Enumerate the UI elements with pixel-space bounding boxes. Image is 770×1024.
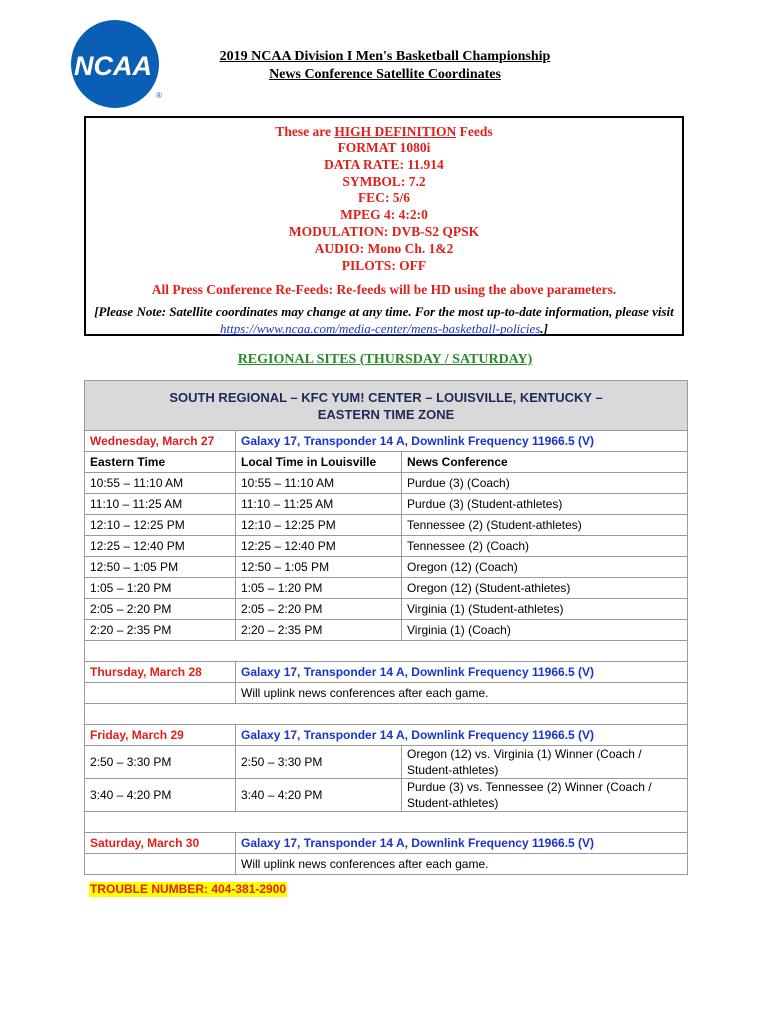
title-line-1: 2019 NCAA Division I Men's Basketball Championship (219, 49, 551, 64)
spec-modulation: MODULATION: DVB-S2 QPSK (288, 223, 480, 239)
spacer-row (85, 704, 688, 725)
policies-link[interactable]: https://www.ncaa.com/media-center/mens-basketball-policies (220, 321, 541, 337)
logo-text: NCAA (74, 51, 152, 81)
col-local-time: Local Time in Louisville (236, 452, 402, 473)
spec-format: FORMAT 1080i (337, 140, 431, 155)
spacer-row (85, 641, 688, 662)
table-row: 3:40 – 4:20 PM 3:40 – 4:20 PM Purdue (3) vs. Tennessee (2) Winner (Coach / Student-athletes) (85, 779, 688, 812)
region-title: SOUTH REGIONAL – KFC YUM! CENTER – LOUISVILLE, KENTUCKY – EASTERN TIME ZONE (85, 381, 688, 431)
col-eastern-time: Eastern Time (85, 452, 236, 473)
satellite-info: Galaxy 17, Transponder 14 A, Downlink Frequency 11966.5 (V) (236, 833, 688, 854)
spec-symbol: SYMBOL: 7.2 (342, 173, 426, 189)
spacer-row (85, 812, 688, 833)
trouble-number: TROUBLE NUMBER: 404-381-2900 (90, 882, 287, 896)
satellite-info: Galaxy 17, Transponder 14 A, Downlink Frequency 11966.5 (V) (236, 725, 688, 746)
table-row: 12:25 – 12:40 PM 12:25 – 12:40 PM Tennessee (2) (Coach) (85, 536, 688, 557)
spec-fec: FEC: 5/6 (357, 190, 411, 206)
regional-sites-heading: REGIONAL SITES (THURSDAY / SATURDAY) (237, 352, 533, 367)
logo-registered-mark: ® (156, 91, 162, 100)
table-row: 2:05 – 2:20 PM 2:05 – 2:20 PM Virginia (1) (Student-athletes) (85, 599, 688, 620)
day-label: Friday, March 29 (85, 725, 236, 746)
table-row: 2:20 – 2:35 PM 2:20 – 2:35 PM Virginia (1) (Coach) (85, 620, 688, 641)
satellite-info: Galaxy 17, Transponder 14 A, Downlink Frequency 11966.5 (V) (236, 662, 688, 683)
spec-lines (86, 140, 682, 274)
day-row-wednesday (85, 431, 688, 452)
title-line-2: News Conference Satellite Coordinates (269, 67, 501, 82)
day-row-saturday (85, 833, 688, 854)
col-news-conference: News Conference (402, 452, 688, 473)
table-row: 1:05 – 1:20 PM 1:05 – 1:20 PM Oregon (12) (Student-athletes) (85, 578, 688, 599)
table-row: 12:10 – 12:25 PM 12:10 – 12:25 PM Tennessee (2) (Student-athletes) (85, 515, 688, 536)
satellite-info: Galaxy 17, Transponder 14 A, Downlink Frequency 11966.5 (V) (236, 431, 688, 452)
document-title (0, 48, 770, 84)
hd-feeds-line: These are HIGH DEFINITION Feeds (275, 124, 493, 139)
table-row: 10:55 – 11:10 AM 10:55 – 11:10 AM Purdue (3) (Coach) (85, 473, 688, 494)
spec-mpeg: MPEG 4: 4:2:0 (340, 207, 428, 223)
uplink-note: Will uplink news conferences after each game. (236, 854, 688, 875)
uplink-note: Will uplink news conferences after each game. (236, 683, 688, 704)
table-row (85, 683, 688, 704)
satellite-specs-box (84, 116, 684, 336)
schedule-table (84, 380, 688, 875)
spec-pilots: PILOTS: OFF (341, 257, 427, 273)
spec-data-rate: DATA RATE: 11.914 (324, 156, 444, 172)
day-label: Wednesday, March 27 (85, 431, 236, 452)
table-row: 11:10 – 11:25 AM 11:10 – 11:25 AM Purdue (3) (Student-athletes) (85, 494, 688, 515)
table-row (85, 854, 688, 875)
day-row-friday (85, 725, 688, 746)
disclaimer-note: [Please Note: Satellite coordinates may change at any time. For the most up-to-date information, please visit https://www.ncaa.com/media-center/mens-basketball-policies.] (94, 304, 674, 337)
spec-audio: AUDIO: Mono Ch. 1&2 (314, 240, 454, 256)
table-row: 2:50 – 3:30 PM 2:50 – 3:30 PM Oregon (12) vs. Virginia (1) Winner (Coach / Student-athletes) (85, 746, 688, 779)
refeeds-note: All Press Conference Re-Feeds: Re-feeds will be HD using the above parameters. (151, 282, 617, 298)
day-row-thursday (85, 662, 688, 683)
day-label: Thursday, March 28 (85, 662, 236, 683)
day-label: Saturday, March 30 (85, 833, 236, 854)
header-row (85, 452, 688, 473)
table-row: 12:50 – 1:05 PM 12:50 – 1:05 PM Oregon (12) (Coach) (85, 557, 688, 578)
